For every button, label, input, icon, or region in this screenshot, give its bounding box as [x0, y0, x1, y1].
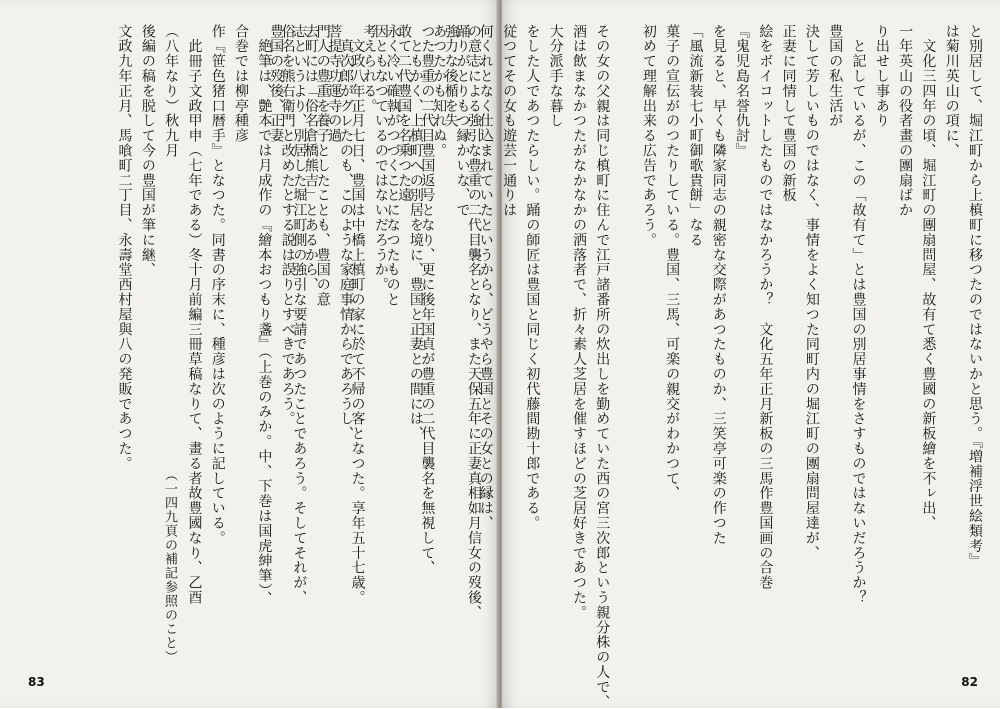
left-page-body-text: の意志による強引な豊重の二代目襲名となり、また天保五年に正妻真相如月信女の歿後、強力な後楯を失 つた豊重の二代目豊国返号となり、更に後年国貞が豊重の二代目襲名を無視して、敢て二代豊国を名乗つた遠 因ともなつているのではないだろうか。 文政八年正月七日、豊国は中橋上槙町の家に於て不帰の客となつた。享年五十七歳。菩提寺功運寺の過 去町には「俗名倉橋熊吉」とあるから、俗名を熊右衛門と改めたとする説は誤りとすべきであろう。 絶筆は、艶本では月成作の『繪本おつもり盞』（上巻のみか。中、下巻は国虎紳筆）、合巻では柳亭種彦 作『笹色猪口暦手』となつた。同書の序末に、種彦は次のように記している。 此冊子文政甲申（七年である）冬十月前編三冊草稿なりて、畫る者故豊國なり、乙酉（八年なり）秋九月 後編の稿を脱して今の豊国が筆に継、 文政九年正月、馬喰町二丁目、永壽堂西村屋與八の発販であつた。 [116, 24, 482, 620]
supplementary-note: （一四九頁の補記参照のこと） [162, 468, 177, 664]
right-page-body-text: と別居して、堀江町から上槙町に移つたのではないかと思う。『増補浮世絵類考』は菊川英山の項に、 文化三四年の頃、堀江町の團扇問屋、故有て悉く豊國の新板繪を不ㇾ出、一年英山の役者畫の團扇ばか り出せし事あり と記しているが、この「故有て」とは豊国の別居事情をさすものではないだろうか？ 豊国の私生活が 決して芳しいものではなく、事情をよく知つた同町内の堀江町の團扇問屋達が、正妻に同情して豊国の新板 絵をボイコットしたものではなかろうか？ 文化五年正月新板の三馬作豊国画の合巻『鬼児島名誉仇討』 を見ると、早くも隣家同志の親密な交際があつたものか、三笑亭可楽の作つた「風流新装七小町御歌貴餅」なる 菓子の宣伝がのつたりしている。豊国、三馬、可楽の親交がわかつて、初めて理解出来る広告であろう。 その女の父親は同じ槙町に住んで江戸諸番所の炊出しを勤めていた西の宮三次郎という親分株の人で、 酒は飲まなかつたがなかなかの洒落者で、折々素人芝居を催すほどの芝居好きであつた。大分派手な暮し をした人であつたらしい。踊の師匠は豊国と同じく初代藤間勘十郎である。従つてその女も遊芸一通りは 何くれとなく仕込まれていたというから、どうやら豊国とその女との縁は、踊りがとりもつ縁かいな、で あつたかも知れぬ。 ともかく、上槙町への別居を境に、豊国と正妻との間には、永く冷い確執がつづくことになつたものと 考えられる。 真次郎がグレたのも、このような家庭事情からであろうし、門人の豊重を養子としたことも、豊国の意 志というより、別居した堀江町側の強引な要請であつたことであろう。そしてそれが、豊国の歿後、正妻 [268, 24, 983, 709]
right-page-number: 82 [961, 675, 978, 689]
left-page-number: 83 [28, 675, 45, 689]
